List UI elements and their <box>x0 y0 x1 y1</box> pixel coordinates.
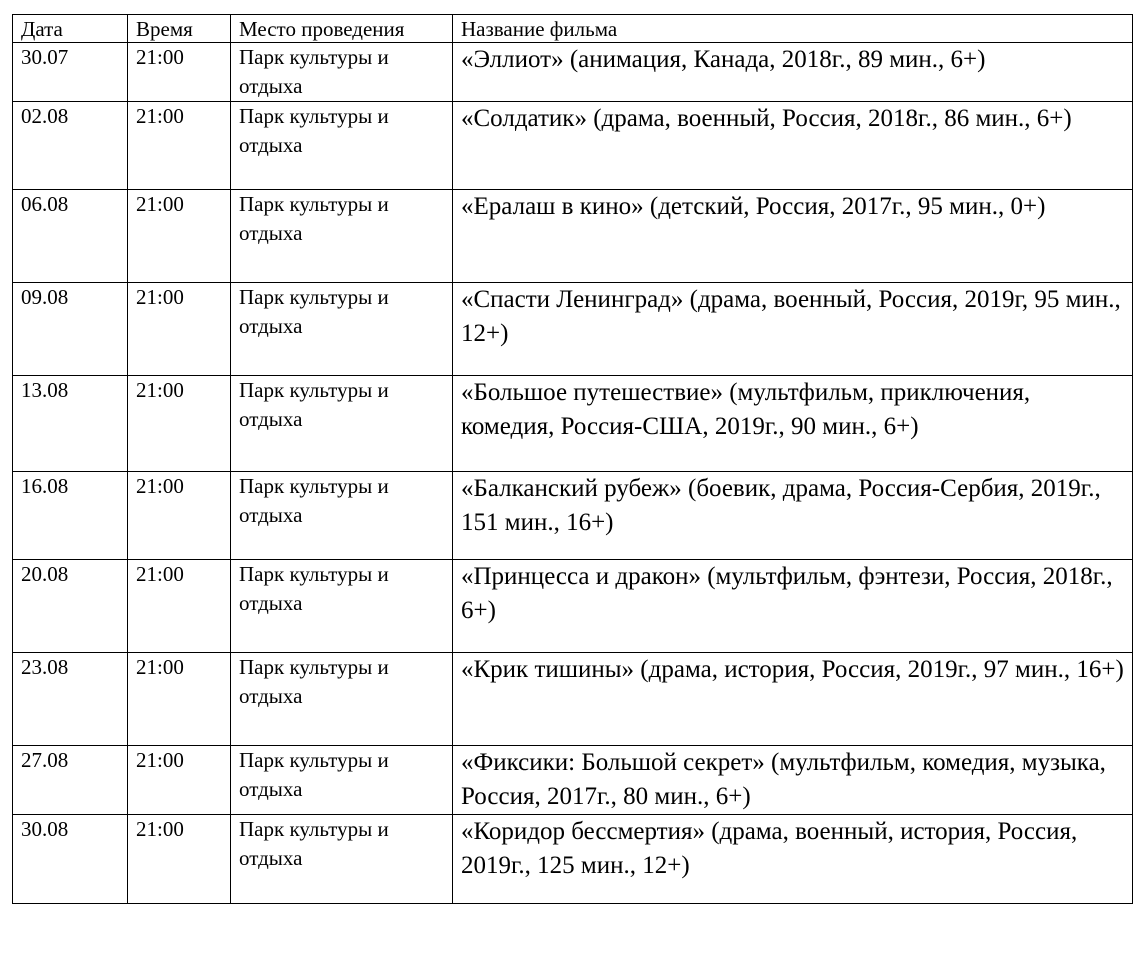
cell-title: «Принцесса и дракон» (мультфильм, фэнтези, Россия, 2018г., 6+) <box>453 560 1133 653</box>
cell-time: 21:00 <box>128 283 231 376</box>
film-schedule-table <box>12 14 1133 904</box>
table-row <box>13 43 1133 102</box>
cell-time: 21:00 <box>128 102 231 190</box>
cell-title: «Крик тишины» (драма, история, Россия, 2019г., 97 мин., 16+) <box>453 653 1133 746</box>
table-row <box>13 746 1133 815</box>
table-row <box>13 102 1133 190</box>
cell-place: Парк культуры и отдыха <box>231 102 453 190</box>
cell-title: «Коридор бессмертия» (драма, военный, история, Россия, 2019г., 125 мин., 12+) <box>453 815 1133 904</box>
cell-time: 21:00 <box>128 472 231 560</box>
cell-place: Парк культуры и отдыха <box>231 43 453 102</box>
cell-place: Парк культуры и отдыха <box>231 653 453 746</box>
cell-date: 20.08 <box>13 560 128 653</box>
cell-date: 27.08 <box>13 746 128 815</box>
cell-date: 02.08 <box>13 102 128 190</box>
cell-place: Парк культуры и отдыха <box>231 472 453 560</box>
cell-title: «Большое путешествие» (мультфильм, приключения, комедия, Россия-США, 2019г., 90 мин., 6+) <box>453 376 1133 472</box>
cell-title: «Эллиот» (анимация, Канада, 2018г., 89 мин., 6+) <box>453 43 1133 102</box>
table-row <box>13 560 1133 653</box>
cell-title: «Ералаш в кино» (детский, Россия, 2017г., 95 мин., 0+) <box>453 190 1133 283</box>
cell-place: Парк культуры и отдыха <box>231 376 453 472</box>
header-date: Дата <box>13 15 128 43</box>
table-row <box>13 653 1133 746</box>
table-row <box>13 815 1133 904</box>
header-place: Место проведения <box>231 15 453 43</box>
header-row <box>13 15 1133 43</box>
table-row <box>13 376 1133 472</box>
cell-date: 30.07 <box>13 43 128 102</box>
cell-date: 16.08 <box>13 472 128 560</box>
cell-date: 23.08 <box>13 653 128 746</box>
cell-date: 13.08 <box>13 376 128 472</box>
table-row <box>13 190 1133 283</box>
cell-title: «Балканский рубеж» (боевик, драма, Россия-Сербия, 2019г., 151 мин., 16+) <box>453 472 1133 560</box>
cell-date: 06.08 <box>13 190 128 283</box>
cell-time: 21:00 <box>128 653 231 746</box>
cell-place: Парк культуры и отдыха <box>231 746 453 815</box>
header-time: Время <box>128 15 231 43</box>
cell-title: «Спасти Ленинград» (драма, военный, Россия, 2019г, 95 мин., 12+) <box>453 283 1133 376</box>
cell-time: 21:00 <box>128 815 231 904</box>
cell-title: «Солдатик» (драма, военный, Россия, 2018г., 86 мин., 6+) <box>453 102 1133 190</box>
cell-time: 21:00 <box>128 376 231 472</box>
cell-place: Парк культуры и отдыха <box>231 815 453 904</box>
cell-time: 21:00 <box>128 43 231 102</box>
table-row <box>13 472 1133 560</box>
table-row <box>13 283 1133 376</box>
cell-place: Парк культуры и отдыха <box>231 283 453 376</box>
cell-date: 30.08 <box>13 815 128 904</box>
cell-title: «Фиксики: Большой секрет» (мультфильм, комедия, музыка, Россия, 2017г., 80 мин., 6+) <box>453 746 1133 815</box>
cell-place: Парк культуры и отдыха <box>231 190 453 283</box>
cell-time: 21:00 <box>128 190 231 283</box>
cell-time: 21:00 <box>128 746 231 815</box>
header-title: Название фильма <box>453 15 1133 43</box>
cell-time: 21:00 <box>128 560 231 653</box>
cell-place: Парк культуры и отдыха <box>231 560 453 653</box>
cell-date: 09.08 <box>13 283 128 376</box>
